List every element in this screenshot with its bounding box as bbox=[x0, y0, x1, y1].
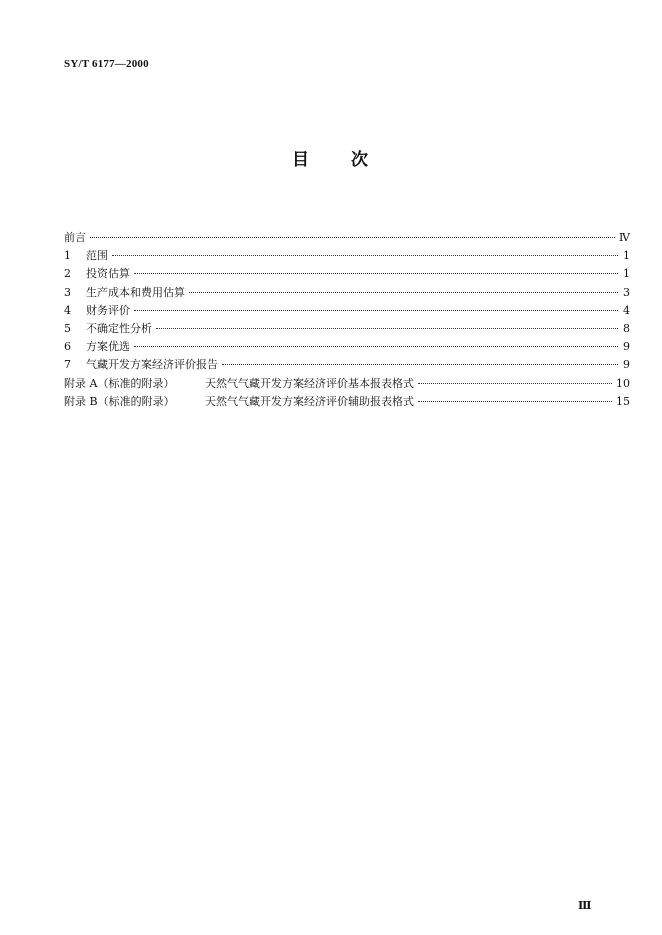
toc-entry-page: 15 bbox=[616, 394, 630, 408]
toc-entry-1[interactable] bbox=[64, 247, 630, 265]
dot-leader bbox=[418, 383, 612, 384]
toc-entry-annex-a[interactable] bbox=[64, 375, 630, 393]
toc-entry-label: 方案优选 bbox=[86, 340, 130, 354]
toc-entry-label: 投资估算 bbox=[86, 267, 130, 281]
dot-leader bbox=[189, 292, 618, 293]
toc-entry-label: 天然气气藏开发方案经济评价辅助报表格式 bbox=[205, 394, 414, 408]
dot-leader bbox=[156, 328, 618, 329]
toc-entry-annex-b[interactable] bbox=[64, 393, 630, 411]
toc-entry-page: 1 bbox=[623, 267, 630, 281]
toc-entry-page: Ⅳ bbox=[619, 231, 630, 244]
toc-entry-page: 10 bbox=[616, 376, 630, 390]
toc-entry-5[interactable] bbox=[64, 320, 630, 338]
toc-entry-page: 4 bbox=[623, 303, 630, 317]
dot-leader bbox=[134, 346, 618, 347]
toc-entry-number: 1 bbox=[64, 249, 71, 263]
standard-code: SY/T 6177—2000 bbox=[64, 58, 149, 70]
toc-entry-number: 2 bbox=[64, 267, 71, 281]
page-number: Ⅲ bbox=[578, 900, 592, 912]
dot-leader bbox=[418, 401, 612, 402]
toc-entry-number: 7 bbox=[64, 358, 71, 372]
toc-entry-label: 不确定性分析 bbox=[86, 321, 152, 335]
toc-entry-label: 前言 bbox=[64, 231, 86, 244]
title-char-1: 目 bbox=[292, 150, 311, 170]
toc-entry-number: 3 bbox=[64, 285, 71, 299]
toc-entry-2[interactable] bbox=[64, 265, 630, 283]
toc-entry-7[interactable] bbox=[64, 356, 630, 374]
toc-entry-label: 天然气气藏开发方案经济评价基本报表格式 bbox=[205, 376, 414, 390]
page-title bbox=[0, 145, 662, 170]
toc-entry-page: 3 bbox=[623, 285, 630, 299]
toc-entry-page: 9 bbox=[623, 340, 630, 354]
toc-entry-label: 财务评价 bbox=[86, 303, 130, 317]
dot-leader bbox=[134, 273, 618, 274]
toc-entry-number: 6 bbox=[64, 340, 71, 354]
toc-entry-3[interactable] bbox=[64, 284, 630, 302]
dot-leader bbox=[90, 237, 615, 238]
toc-entry-label: 气藏开发方案经济评价报告 bbox=[86, 358, 218, 372]
toc-entry-6[interactable] bbox=[64, 338, 630, 356]
toc-entry-label: 范围 bbox=[86, 249, 108, 263]
title-char-2: 次 bbox=[351, 150, 370, 170]
dot-leader bbox=[222, 364, 618, 365]
toc-entry-label: 生产成本和费用估算 bbox=[86, 285, 185, 299]
toc-annex-prefix: 附录 A（标准的附录） bbox=[64, 376, 175, 390]
toc-entry-number: 5 bbox=[64, 321, 71, 335]
toc-entry-4[interactable] bbox=[64, 302, 630, 320]
toc-entry-page: 9 bbox=[623, 358, 630, 372]
toc-entry-foreword[interactable] bbox=[64, 229, 630, 247]
table-of-contents bbox=[64, 229, 630, 411]
dot-leader bbox=[134, 310, 618, 311]
dot-leader bbox=[112, 255, 618, 256]
toc-entry-number: 4 bbox=[64, 303, 71, 317]
toc-entry-page: 1 bbox=[623, 249, 630, 263]
toc-entry-page: 8 bbox=[623, 321, 630, 335]
toc-annex-prefix: 附录 B（标准的附录） bbox=[64, 394, 175, 408]
